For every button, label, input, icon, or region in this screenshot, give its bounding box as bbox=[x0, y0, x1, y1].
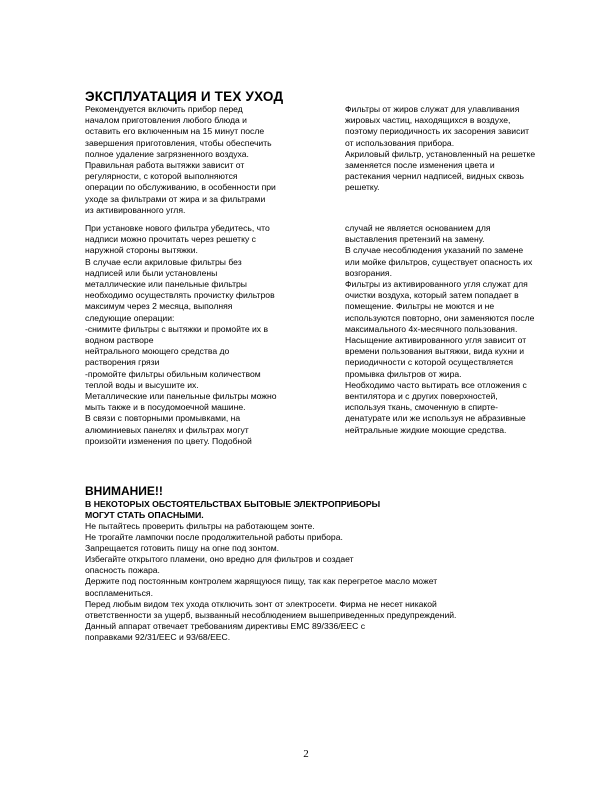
text-line: выставления претензий на замену. bbox=[345, 234, 485, 245]
text-line: ответственности за ущерб, вызванный несоблюдением вышеприведенных предупреждений. bbox=[85, 609, 457, 620]
text-line: необходимо осуществлять прочистку фильтров bbox=[85, 290, 275, 301]
warning-body bbox=[85, 521, 456, 643]
warning-subtitle bbox=[85, 499, 380, 521]
text-line: промывка фильтров от жира. bbox=[345, 368, 462, 379]
text-line: из активированного угля. bbox=[85, 204, 186, 215]
text-line: произойти изменения по цвету. Подобной bbox=[85, 435, 252, 446]
section-title: ЭКСПЛУАТАЦИЯ И ТЕХ УХОД bbox=[85, 89, 284, 104]
text-line: нейтральные жидкие моющие средства. bbox=[345, 424, 507, 435]
left-column-bottom bbox=[85, 223, 277, 447]
text-line: нейтрального моющего средства до bbox=[85, 346, 230, 357]
text-line: В НЕКОТОРЫХ ОБСТОЯТЕЛЬСТВАХ БЫТОВЫЕ ЭЛЕКТРОПРИБОРЫ bbox=[85, 499, 381, 509]
text-line: операции по обслуживанию, в особенности при bbox=[85, 182, 276, 193]
text-line: надписи можно прочитать через решетку с bbox=[85, 234, 256, 245]
text-line: используются повторно, они заменяются после bbox=[345, 312, 535, 323]
text-line: или мойке фильтров, существует опасность их bbox=[345, 256, 533, 267]
text-line: Не пытайтесь проверить фильтры на работающем зонте. bbox=[85, 521, 315, 531]
text-line: Не трогайте лампочки после продолжительной работы прибора. bbox=[85, 532, 343, 543]
text-line: Держите под постоянным контролем жарящуюся пищу, так как перегретое масло может bbox=[85, 576, 438, 587]
text-line: денатурате или же используя не абразивные bbox=[345, 413, 526, 424]
text-line: Избегайте открытого пламени, оно вредно для фильтров и создает bbox=[85, 554, 354, 565]
text-line: В случае несоблюдения указаний по замене bbox=[345, 245, 524, 256]
text-line: жировых частиц, находящихся в воздухе, bbox=[345, 115, 511, 126]
text-line: В случае если акриловые фильтры без bbox=[85, 256, 242, 267]
text-line: Акриловый фильтр, установленный на решетке bbox=[345, 148, 536, 159]
text-line: водном растворе bbox=[85, 335, 154, 346]
text-line: регулярности, с которой выполняются bbox=[85, 171, 238, 182]
text-line: -снимите фильтры с вытяжки и промойте их в bbox=[85, 323, 269, 334]
text-line: возгорания. bbox=[345, 267, 392, 278]
text-line: вентилятора и с других поверхностей, bbox=[345, 391, 498, 402]
text-line: наружной стороны вытяжки. bbox=[85, 245, 198, 256]
text-line: алюминиевых панелях и фильтрах могут bbox=[85, 424, 249, 435]
text-line: Фильтры из активированного угля служат для bbox=[345, 279, 528, 290]
text-line: следующие операции: bbox=[85, 312, 175, 323]
text-line: При установке нового фильтра убедитесь, что bbox=[85, 223, 270, 233]
text-line: металлические или панельные фильтры bbox=[85, 279, 247, 290]
text-line: используя ткань, смоченную в спирте- bbox=[345, 402, 499, 413]
text-line: растекания чернил надписей, видных сквозь bbox=[345, 171, 525, 182]
right-column-bottom bbox=[345, 223, 534, 436]
text-line: В связи с повторными промывками, на bbox=[85, 413, 241, 424]
text-line: Запрещается готовить пищу на огне под зонтом. bbox=[85, 543, 280, 554]
text-line: надписей или были установлены bbox=[85, 267, 218, 278]
text-line: полное удаление загрязненного воздуха. bbox=[85, 148, 249, 159]
text-line: максимального 4х-месячного пользования. bbox=[345, 323, 518, 334]
text-line: заменяется после изменения цвета и bbox=[345, 160, 495, 171]
text-line: от использования прибора. bbox=[345, 137, 455, 148]
text-line: теплой воды и высушите их. bbox=[85, 379, 199, 390]
text-line: периодичности с которой осуществляется bbox=[345, 357, 514, 368]
text-line: помещение. Фильтры не моются и не bbox=[345, 301, 495, 312]
text-line: поэтому периодичность их засорения зависит bbox=[345, 126, 530, 137]
text-line: поправками 92/31/EEC и 93/68/EEC. bbox=[85, 631, 231, 642]
text-line: МОГУТ СТАТЬ ОПАСНЫМИ. bbox=[85, 510, 204, 521]
text-line: началом приготовления любого блюда и bbox=[85, 115, 247, 126]
text-line: Необходимо часто вытирать все отложения с bbox=[345, 379, 527, 390]
text-line: воспламениться. bbox=[85, 587, 153, 598]
text-line: опасность пожара. bbox=[85, 565, 160, 576]
text-line: Данный аппарат отвечает требованиям директивы EMC 89/336/EEC с bbox=[85, 620, 366, 631]
text-line: Перед любым видом тех ухода отключить зонт от электросети. Фирма не несет никакой bbox=[85, 598, 437, 609]
text-line: завершения приготовления, чтобы обеспечить bbox=[85, 137, 272, 148]
text-line: уходе за фильтрами от жира и за фильтрами bbox=[85, 193, 266, 204]
text-line: Правильная работа вытяжки зависит от bbox=[85, 160, 245, 171]
text-line: растворения грязи bbox=[85, 357, 160, 368]
page-number: 2 bbox=[303, 748, 309, 760]
text-line: времени пользования вытяжки, вида кухни и bbox=[345, 346, 525, 357]
text-line: оставить его включенным на 15 минут после bbox=[85, 126, 265, 137]
left-column-top bbox=[85, 104, 276, 216]
text-line: Металлические или панельные фильтры можно bbox=[85, 391, 277, 402]
text-line: Насыщение активированного угля зависит от bbox=[345, 335, 527, 346]
text-line: случай не является основанием для bbox=[345, 223, 491, 233]
text-line: решетку. bbox=[345, 182, 380, 193]
right-column-top bbox=[345, 104, 535, 194]
text-line: максимум через 2 месяца, выполняя bbox=[85, 301, 233, 312]
text-line: мыть также и в посудомоечной машине. bbox=[85, 402, 246, 413]
text-line: Фильтры от жиров служат для улавливания bbox=[345, 104, 520, 114]
text-line: Рекомендуется включить прибор перед bbox=[85, 104, 243, 114]
text-line: -промойте фильтры обильным количеством bbox=[85, 368, 261, 379]
warning-title: ВНИМАНИЕ!! bbox=[85, 484, 163, 498]
text-line: очистки воздуха, который затем попадает в bbox=[345, 290, 519, 301]
